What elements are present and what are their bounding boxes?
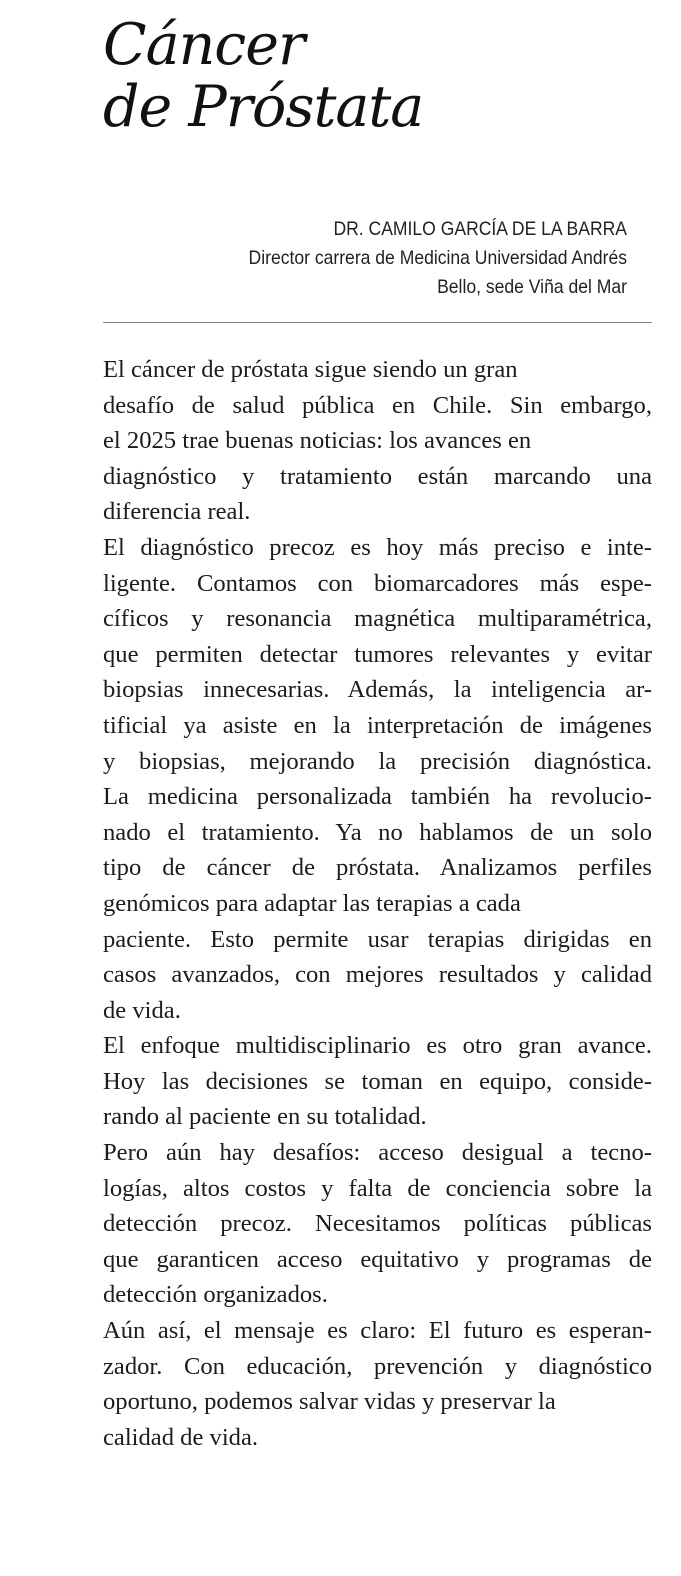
body-line: nado el tratamiento. Ya no hablamos de un solo	[103, 818, 652, 846]
author-role-line-2: Bello, sede Viña del Mar	[437, 276, 627, 298]
body-line: El diagnóstico precoz es hoy más preciso e inte-	[103, 533, 652, 561]
article-title	[103, 14, 423, 138]
author-byline	[123, 215, 627, 302]
body-line: diagnóstico y tratamiento están marcando una	[103, 462, 652, 490]
body-line: el 2025 trae buenas noticias: los avances en	[103, 427, 532, 455]
body-line: calidad de vida.	[103, 1423, 259, 1451]
body-line: Hoy las decisiones se toman en equipo, conside-	[103, 1067, 652, 1095]
body-line: El enfoque multidisciplinario es otro gran avance.	[103, 1032, 652, 1060]
body-line: paciente. Esto permite usar terapias dirigidas en	[103, 925, 652, 953]
body-line: genómicos para adaptar las terapias a cada	[103, 889, 521, 917]
body-line: diferencia real.	[103, 498, 251, 526]
body-line: zador. Con educación, prevención y diagnóstico	[103, 1352, 652, 1380]
author-name: DR. CAMILO GARCÍA DE LA BARRA	[333, 218, 627, 240]
body-line: que garanticen acceso equitativo y programas de	[103, 1245, 652, 1273]
body-line: de vida.	[103, 996, 181, 1024]
body-line: detección precoz. Necesitamos políticas públicas	[103, 1210, 652, 1238]
body-line: ligente. Contamos con biomarcadores más espe-	[103, 569, 652, 597]
body-line: logías, altos costos y falta de conciencia sobre la	[103, 1174, 652, 1202]
body-line: detección organizados.	[103, 1281, 328, 1309]
body-line: La medicina personalizada también ha revolucio-	[103, 783, 652, 811]
author-role-line-1: Director carrera de Medicina Universidad Andrés	[248, 247, 627, 269]
body-line: oportuno, podemos salvar vidas y preservar la	[103, 1388, 556, 1416]
body-line: cíficos y resonancia magnética multiparamétrica,	[103, 605, 652, 633]
body-line: y biopsias, mejorando la precisión diagnóstica.	[103, 747, 652, 775]
title-line-2: de Próstata	[103, 74, 424, 140]
body-line: biopsias innecesarias. Además, la inteligencia ar-	[103, 676, 652, 704]
body-line: desafío de salud pública en Chile. Sin embargo,	[103, 391, 652, 419]
article-body	[103, 352, 652, 1455]
body-line: tificial ya asiste en la interpretación de imágenes	[103, 711, 652, 739]
body-line: Aún así, el mensaje es claro: El futuro es esperan-	[103, 1317, 652, 1345]
body-line: casos avanzados, con mejores resultados y calidad	[103, 961, 652, 989]
body-line: El cáncer de próstata sigue siendo un gran	[103, 356, 518, 383]
title-line-1: Cáncer	[103, 12, 305, 78]
body-line: Pero aún hay desafíos: acceso desigual a tecno-	[103, 1139, 652, 1167]
body-line: tipo de cáncer de próstata. Analizamos perfiles	[103, 854, 652, 882]
body-line: que permiten detectar tumores relevantes y evitar	[103, 640, 652, 668]
section-divider	[103, 322, 652, 323]
body-line: rando al paciente en su totalidad.	[103, 1103, 427, 1131]
